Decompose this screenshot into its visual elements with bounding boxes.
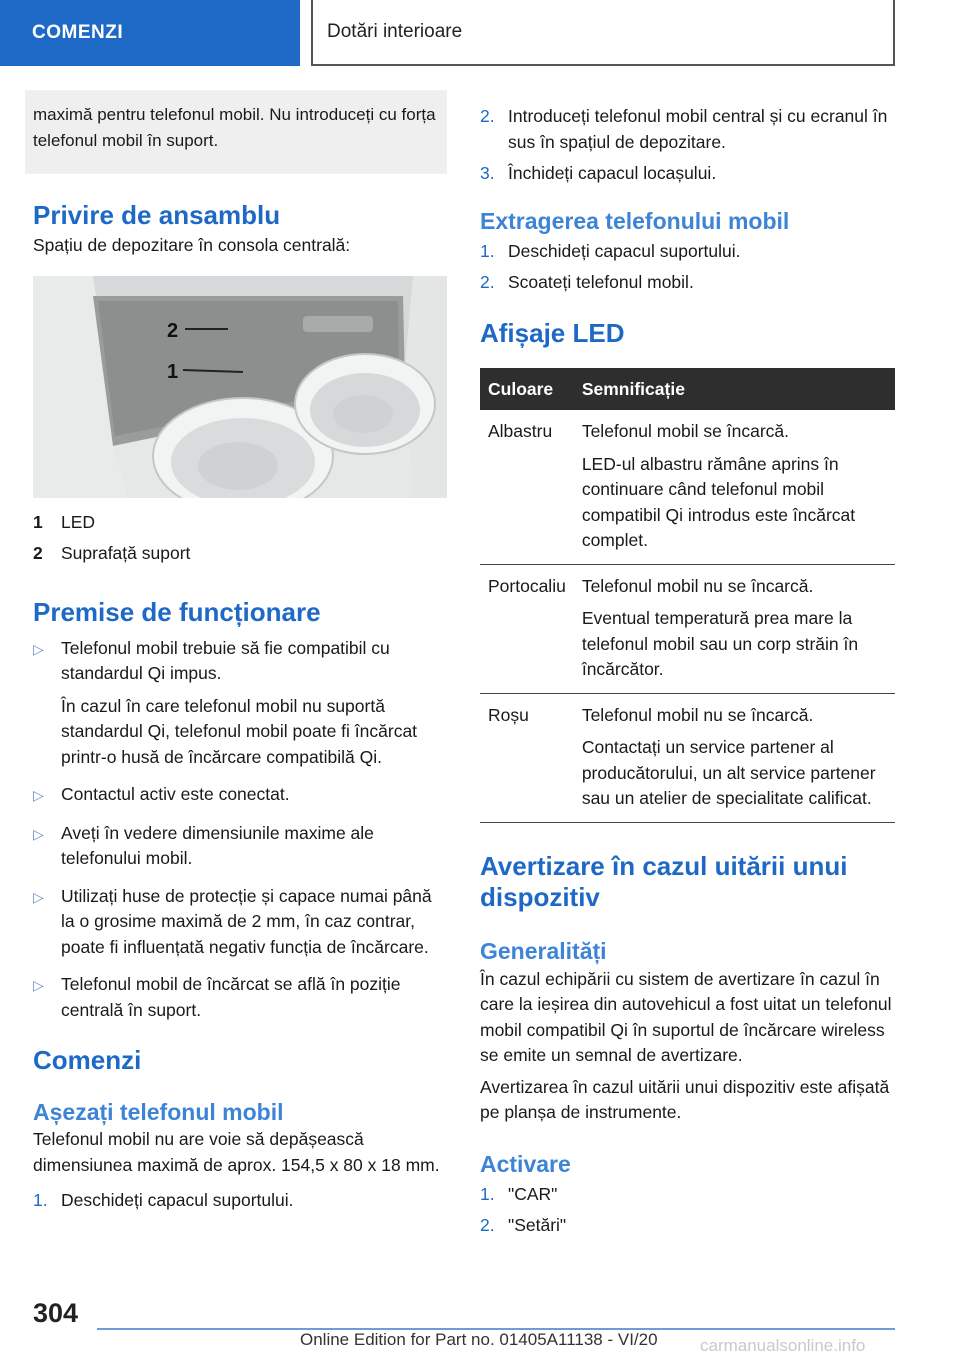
controls-heading: Comenzi <box>33 1045 142 1075</box>
chapter-title: Dotări interioare <box>327 21 463 42</box>
place-phone-steps <box>33 1188 447 1214</box>
watermark: carmanualsonline.info <box>700 1336 866 1355</box>
led-heading: Afișaje LED <box>480 317 625 348</box>
forgotten-device-heading: Avertizare în cazul uitării unui dispozitiv <box>480 850 848 912</box>
list-item: ▷ Telefonul mobil trebuie să fie compatibil cu standardul Qi impus. În cazul în care telefonul mobil nu suportă standardul Qi, telefonul mobil poate fi încărcat printr-o husă de încărcare compatibilă Qi. <box>33 636 447 771</box>
console-photo <box>33 276 447 498</box>
list-item: 1. "CAR" <box>480 1183 558 1204</box>
column-header-color: Culoare <box>480 368 574 411</box>
section-title: COMENZI <box>32 22 124 43</box>
callout-1: 1 <box>167 360 179 383</box>
table-row <box>480 564 895 693</box>
note-box <box>25 90 447 174</box>
general-paragraph-1: În cazul echipării cu sistem de avertizare în cazul în care la ieșirea din autovehicul a fost uitat un telefonul mobil compatibil Qi în suportul de încărcare wireless se emite un semnal de avertizare. <box>480 968 892 1065</box>
list-item: ▷ Aveți în vedere dimensiunile maxime ale telefonului mobil. <box>33 821 447 872</box>
left-column <box>33 90 447 1214</box>
led-meaning-cell: Telefonul mobil nu se încarcă. Contactați un service partener al producătorului, un alt service partener sau un atelier de specialitate calificat. <box>574 693 895 822</box>
led-meaning-cell: Telefonul mobil nu se încarcă. Eventual temperatură prea mare la telefonul mobil sau un corp străin în încărcător. <box>574 564 895 693</box>
general-paragraph-2: Avertizarea în cazul uitării unui dispozitiv este afișată pe planșa de instrumente. <box>480 1076 890 1122</box>
list-item: ▷ Telefonul mobil de încărcat se află în poziție centrală în suport. <box>33 972 447 1023</box>
list-item: ▷ Utilizați huse de protecție și capace numai până la o grosime maximă de 2 mm, în caz contrar, poate fi influențată negativ funcția de încărcare. <box>33 884 447 961</box>
prereq-heading: Premise de funcționare <box>33 596 321 627</box>
led-color-cell: Portocaliu <box>480 564 574 693</box>
place-phone-steps-cont <box>480 104 895 187</box>
triangle-bullet-icon: ▷ <box>33 825 44 842</box>
led-meaning-cell: Telefonul mobil se încarcă. LED-ul albastru rămâne aprins în continuare când telefonul mobil compatibil Qi introdus este încărcat complet. <box>574 410 895 564</box>
place-phone-heading: Așezați telefonul mobil <box>33 1099 284 1125</box>
triangle-bullet-icon: ▷ <box>33 888 44 905</box>
led-color-cell: Albastru <box>480 410 574 564</box>
legend-item: 1 LED <box>33 511 96 532</box>
section-tab <box>0 0 300 66</box>
remove-phone-heading: Extragerea telefonului mobil <box>480 207 790 234</box>
photo-legend <box>33 510 447 567</box>
list-item: 1. Deschideți capacul suportului. <box>33 1190 294 1210</box>
triangle-bullet-icon: ▷ <box>33 787 44 803</box>
remove-phone-steps <box>480 239 895 296</box>
table-row <box>480 410 895 564</box>
led-table <box>480 368 895 823</box>
place-phone-text: Telefonul mobil nu are voie să depășească dimensiunea maximă de aprox. 154,5 x 80 x 18 mm. <box>33 1129 440 1175</box>
triangle-bullet-icon: ▷ <box>33 977 44 993</box>
page-number: 304 <box>33 1298 79 1328</box>
console-illustration <box>33 276 447 498</box>
prereq-list <box>33 636 447 1024</box>
table-header-row <box>480 368 895 411</box>
list-item: 3. Închideți capacul locașului. <box>480 163 717 183</box>
list-item: 2. Scoateți telefonul mobil. <box>480 272 694 292</box>
overview-heading: Privire de ansamblu <box>33 200 281 230</box>
list-item-note: În cazul în care telefonul mobil nu suportă standardul Qi, telefonul mobil poate fi încărcat printr-o husă de încărcare compatibilă Qi. <box>61 695 418 767</box>
led-color-cell: Roșu <box>480 693 574 822</box>
general-heading: Generalități <box>480 937 607 964</box>
triangle-bullet-icon: ▷ <box>33 640 44 657</box>
note-text: maximă pentru telefonul mobil. Nu introduceți cu forța telefonul mobil în suport. <box>33 105 436 150</box>
table-row <box>480 693 895 822</box>
right-column <box>480 104 895 1239</box>
overview-intro: Spațiu de depozitare în consola centrală: <box>33 235 351 255</box>
list-item: 2. Introduceți telefonul mobil central și cu ecranul în sus în spațiul de depozitare. <box>480 106 888 152</box>
list-item: 2. "Setări" <box>480 1215 567 1235</box>
chapter-header <box>311 0 895 66</box>
list-item: 1. Deschideți capacul suportului. <box>480 240 741 261</box>
callout-2: 2 <box>167 319 179 342</box>
activation-heading: Activare <box>480 1150 571 1177</box>
activation-steps <box>480 1182 895 1239</box>
column-header-meaning: Semnificație <box>574 368 895 411</box>
edition-text: Online Edition for Part no. 01405A11138 - VI/20 <box>300 1330 658 1349</box>
legend-item: 2 Suprafață suport <box>33 543 191 563</box>
list-item: ▷ Contactul activ este conectat. <box>33 782 447 809</box>
